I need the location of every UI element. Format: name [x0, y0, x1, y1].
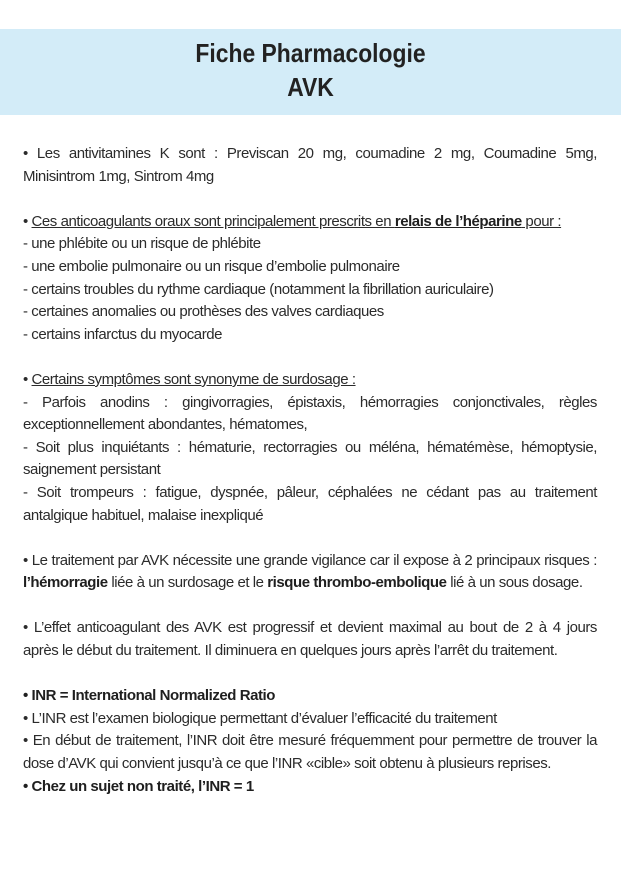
indication-item: - certaines anomalies ou prothèses des valves cardiaques — [23, 303, 384, 321]
inr-exam: • L’INR est l’examen biologique permettant d’évaluer l’efficacité du traitement — [23, 709, 497, 727]
inr-normal-text: • Chez un sujet non traité, l’INR = 1 — [23, 777, 254, 795]
bullet: • — [23, 370, 32, 388]
indications-intro-end: pour : — [521, 212, 562, 230]
risks-paragraph — [23, 550, 597, 595]
inr-measure: • En début de traitement, l’INR doit être mesuré fréquemment pour permettre de trouver la dose d’AVK qui convient jusqu’à ce que l’INR «cible» soit obtenu à plusieurs reprises. — [23, 732, 597, 773]
risks-text-3: lié à un sous dosage. — [446, 574, 583, 592]
document-body — [23, 143, 597, 798]
overdose-item: - Parfois anodins : gingivorragies, épistaxis, hémorragies conjonctivales, règles exceptionnellement abondantes, hématomes, — [23, 393, 597, 434]
antivitamines-list: • Les antivitamines K sont : Previscan 20 mg, coumadine 2 mg, Coumadine 5mg, Minisintrom 1mg, Sintrom 4mg — [23, 145, 597, 185]
overdose-item: - Soit plus inquiétants : hématurie, rectorragies ou méléna, hématémèse, hémoptysie, saignement persistant — [23, 438, 597, 479]
page-title: Fiche Pharmacologie — [195, 38, 426, 68]
indication-item: - une embolie pulmonaire ou un risque d’embolie pulmonaire — [23, 257, 400, 275]
risks-text-1: • Le traitement par AVK nécessite une grande vigilance car il expose à 2 principaux risques : — [23, 551, 597, 569]
overdose-heading — [23, 369, 597, 392]
indication-item: - certains infarctus du myocarde — [23, 325, 223, 343]
risks-text-2: liée à un surdosage et le — [107, 574, 268, 592]
page-subtitle: AVK — [287, 72, 334, 102]
indication-item: - une phlébite ou un risque de phlébite — [23, 235, 261, 253]
overdose-heading-text: Certains symptômes sont synonyme de surdosage : — [31, 370, 356, 388]
inr-definition — [23, 685, 597, 708]
overdose-item: - Soit trompeurs : fatigue, dyspnée, pâleur, céphalées ne cédant pas au traitement antalgique habituel, malaise inexpliqué — [23, 483, 597, 524]
title-banner — [0, 29, 621, 115]
inr-definition-text: • INR = International Normalized Ratio — [23, 687, 275, 705]
inr-normal — [23, 776, 597, 799]
bullet: • — [23, 212, 32, 230]
indication-item: - certains troubles du rythme cardiaque (notamment la fibrillation auriculaire) — [23, 280, 494, 298]
effect-paragraph: • L’effet anticoagulant des AVK est progressif et devient maximal au bout de 2 à 4 jours après le début du traitement. Il diminuera en quelques jours après l’arrêt du traitement. — [23, 619, 597, 660]
indications-intro — [23, 211, 597, 234]
risk-hemorrhage: l’hémorragie — [23, 574, 108, 592]
risk-thrombo: risque thrombo-embolique — [267, 574, 447, 592]
indications-intro-underlined: Ces anticoagulants oraux sont principalement prescrits en — [31, 212, 395, 230]
indications-intro-bold: relais de l’héparine — [394, 212, 522, 230]
